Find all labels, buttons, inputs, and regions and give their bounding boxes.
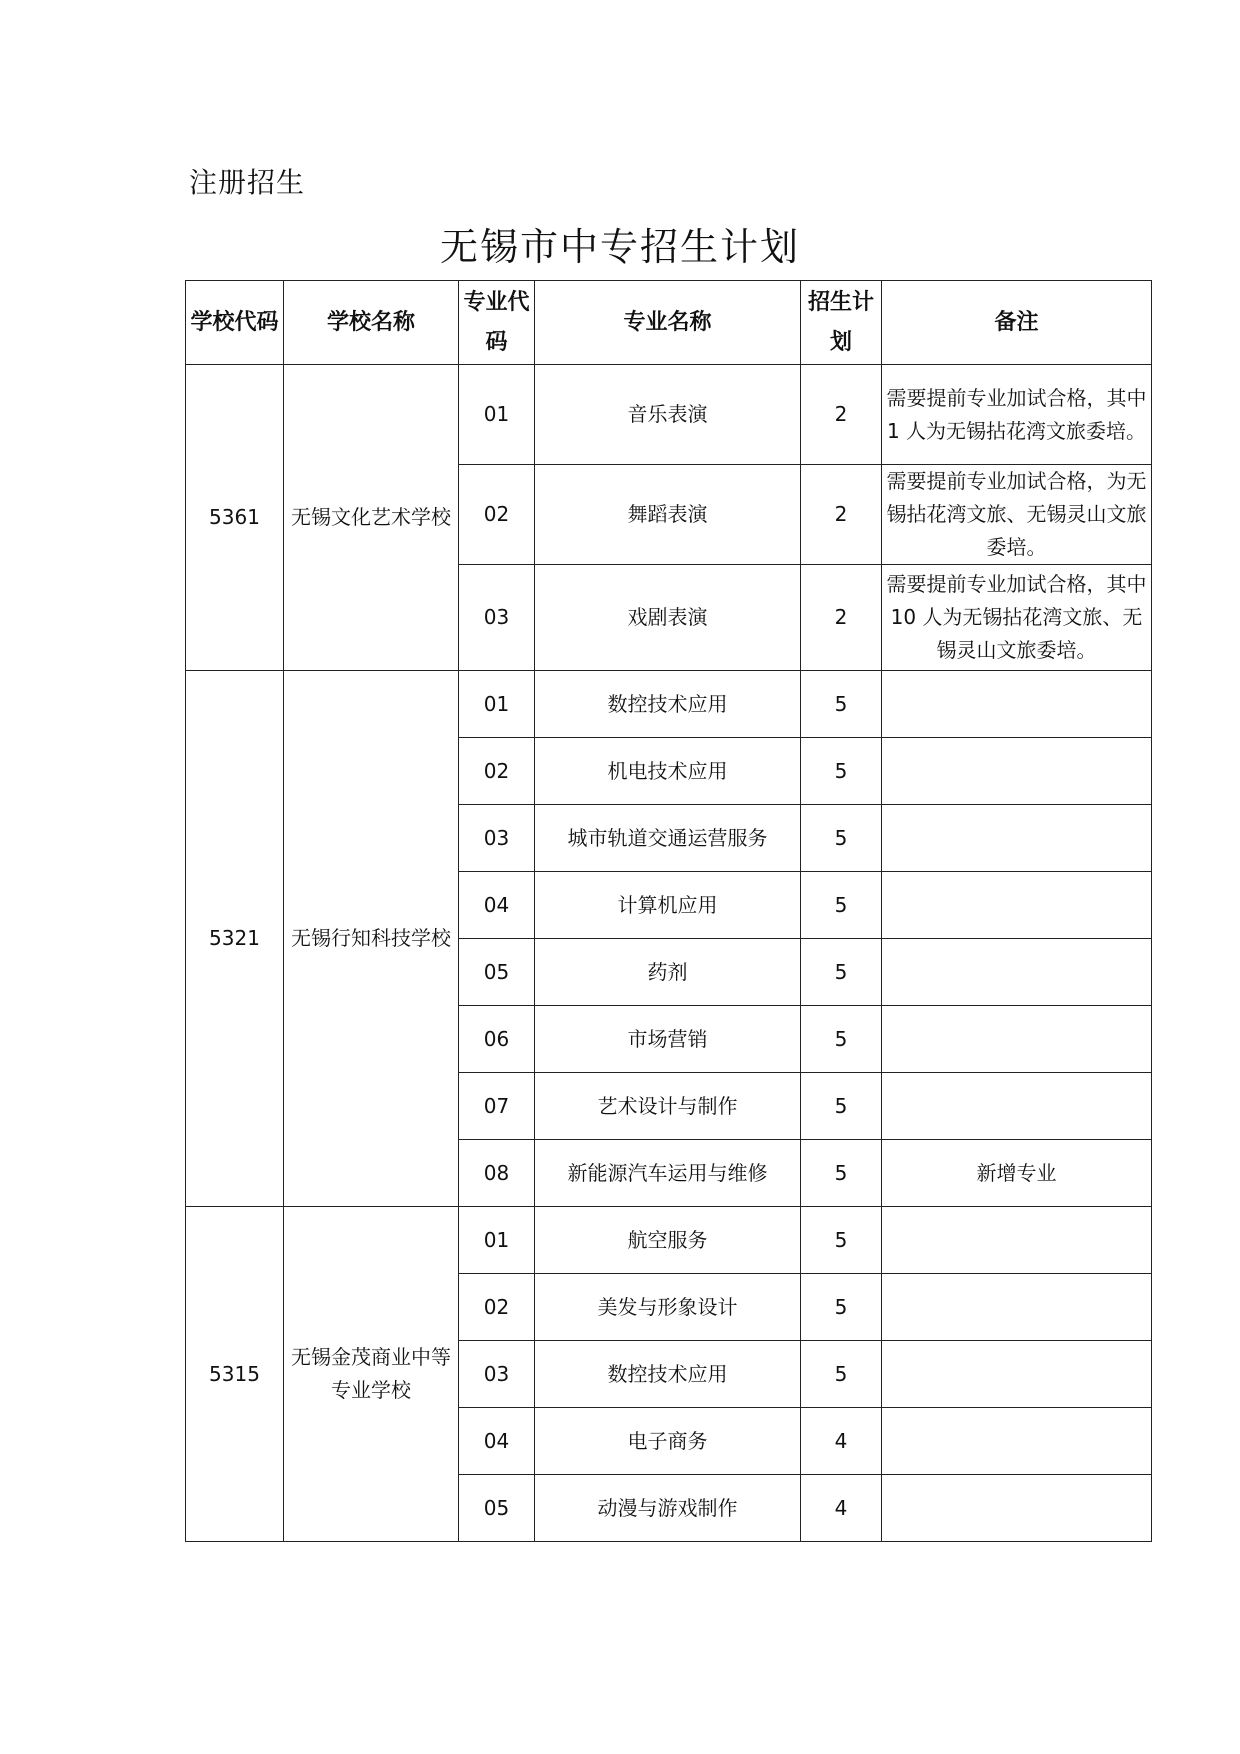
major-code-cell: 07 — [459, 1073, 535, 1140]
quota-cell: 5 — [801, 872, 882, 939]
major-code-cell: 04 — [459, 1408, 535, 1475]
quota-cell: 5 — [801, 805, 882, 872]
major-code-cell: 05 — [459, 939, 535, 1006]
section-label: 注册招生 — [189, 166, 306, 199]
quota-cell: 5 — [801, 1341, 882, 1408]
remark-cell: 新增专业 — [882, 1140, 1152, 1207]
remark-cell — [882, 872, 1152, 939]
remark-cell — [882, 1274, 1152, 1341]
major-name-cell: 航空服务 — [535, 1207, 801, 1274]
major-code-cell: 04 — [459, 872, 535, 939]
major-name-cell: 机电技术应用 — [535, 738, 801, 805]
school-name-cell: 无锡金茂商业中等专业学校 — [284, 1207, 459, 1542]
remark-cell — [882, 939, 1152, 1006]
major-code-cell: 08 — [459, 1140, 535, 1207]
quota-cell: 5 — [801, 671, 882, 738]
major-name-cell: 数控技术应用 — [535, 1341, 801, 1408]
quota-cell: 5 — [801, 1140, 882, 1207]
header-quota: 招生计划 — [801, 281, 882, 365]
major-name-cell: 数控技术应用 — [535, 671, 801, 738]
header-school-code: 学校代码 — [186, 281, 284, 365]
major-code-cell: 03 — [459, 805, 535, 872]
major-code-cell: 01 — [459, 1207, 535, 1274]
remark-cell — [882, 738, 1152, 805]
major-name-cell: 计算机应用 — [535, 872, 801, 939]
table-header-row — [186, 281, 1152, 365]
remark-cell — [882, 1207, 1152, 1274]
remark-cell — [882, 1341, 1152, 1408]
quota-cell: 5 — [801, 1006, 882, 1073]
major-name-cell: 城市轨道交通运营服务 — [535, 805, 801, 872]
quota-cell: 2 — [801, 565, 882, 671]
major-code-cell: 01 — [459, 365, 535, 465]
remark-cell: 需要提前专业加试合格，为无锡拈花湾文旅、无锡灵山文旅委培。 — [882, 465, 1152, 565]
header-major-code: 专业代码 — [459, 281, 535, 365]
school-code-cell: 5315 — [186, 1207, 284, 1542]
enrollment-plan-table — [185, 280, 1152, 1542]
major-code-cell: 05 — [459, 1475, 535, 1542]
quota-cell: 2 — [801, 365, 882, 465]
major-name-cell: 美发与形象设计 — [535, 1274, 801, 1341]
school-name-cell: 无锡文化艺术学校 — [284, 365, 459, 671]
major-code-cell: 02 — [459, 1274, 535, 1341]
remark-cell: 需要提前专业加试合格，其中 10 人为无锡拈花湾文旅、无锡灵山文旅委培。 — [882, 565, 1152, 671]
quota-cell: 5 — [801, 738, 882, 805]
school-code-cell: 5321 — [186, 671, 284, 1207]
major-code-cell: 02 — [459, 738, 535, 805]
major-code-cell: 06 — [459, 1006, 535, 1073]
remark-cell — [882, 671, 1152, 738]
document-title: 无锡市中专招生计划 — [439, 225, 800, 269]
remark-cell — [882, 1073, 1152, 1140]
major-code-cell: 03 — [459, 1341, 535, 1408]
remark-cell — [882, 1475, 1152, 1542]
major-name-cell: 舞蹈表演 — [535, 465, 801, 565]
header-school-name: 学校名称 — [284, 281, 459, 365]
school-code-cell: 5361 — [186, 365, 284, 671]
major-name-cell: 药剂 — [535, 939, 801, 1006]
remark-cell — [882, 805, 1152, 872]
quota-cell: 5 — [801, 939, 882, 1006]
major-code-cell: 01 — [459, 671, 535, 738]
quota-cell: 4 — [801, 1475, 882, 1542]
header-major-name: 专业名称 — [535, 281, 801, 365]
major-name-cell: 戏剧表演 — [535, 565, 801, 671]
table-row — [186, 1207, 1152, 1274]
major-code-cell: 03 — [459, 565, 535, 671]
quota-cell: 2 — [801, 465, 882, 565]
major-name-cell: 新能源汽车运用与维修 — [535, 1140, 801, 1207]
quota-cell: 5 — [801, 1207, 882, 1274]
quota-cell: 4 — [801, 1408, 882, 1475]
quota-cell: 5 — [801, 1073, 882, 1140]
remark-cell: 需要提前专业加试合格，其中 1 人为无锡拈花湾文旅委培。 — [882, 365, 1152, 465]
remark-cell — [882, 1408, 1152, 1475]
table-row — [186, 365, 1152, 465]
major-name-cell: 电子商务 — [535, 1408, 801, 1475]
header-remark: 备注 — [882, 281, 1152, 365]
quota-cell: 5 — [801, 1274, 882, 1341]
table-row — [186, 671, 1152, 738]
major-name-cell: 音乐表演 — [535, 365, 801, 465]
major-name-cell: 市场营销 — [535, 1006, 801, 1073]
school-name-cell: 无锡行知科技学校 — [284, 671, 459, 1207]
major-name-cell: 动漫与游戏制作 — [535, 1475, 801, 1542]
major-code-cell: 02 — [459, 465, 535, 565]
major-name-cell: 艺术设计与制作 — [535, 1073, 801, 1140]
remark-cell — [882, 1006, 1152, 1073]
